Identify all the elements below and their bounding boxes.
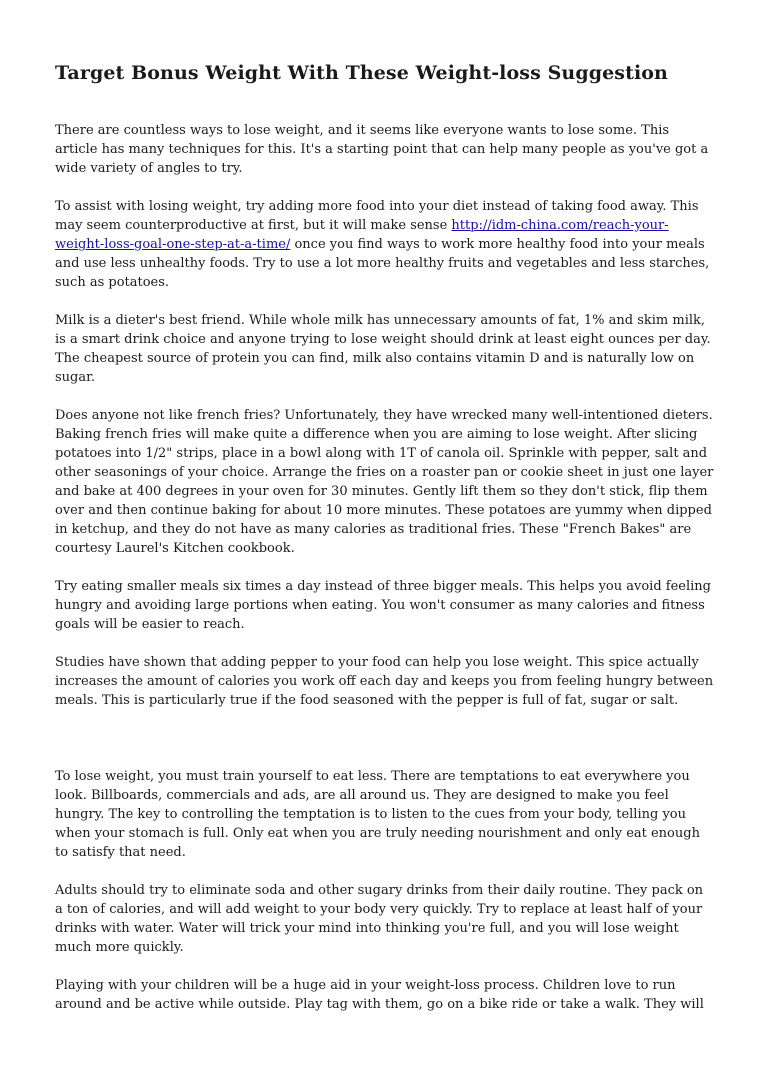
document-title: Target Bonus Weight With These Weight-loss Suggestion — [55, 62, 668, 84]
paragraph-text-after-link: once you find ways to work more healthy food into your meals and use less unhealthy foods. Try to use a lot more healthy fruits and vegetables and less starches, such as potatoes. — [55, 237, 710, 290]
paragraph-french-fries: Does anyone not like french fries? Unfortunately, they have wrecked many well-intentioned dieters. Baking french fries will make quite a difference when you are aiming to lose weight. After slicing potatoes into 1/2" strips, place in a bowl along with 1T of canola oil. Sprinkle with pepper, salt and other seasonings of your choice. Arrange the fries on a roaster pan or cookie sheet in just one layer and bake at 400 degrees in your oven for 30 minutes. Gently lift them so they don't stick, flip them over and then continue baking for about 10 more minutes. These potatoes are yummy when dipped in ketchup, and they do not have as many calories as traditional fries. These "French Bakes" are courtesy Laurel's Kitchen cookbook. — [55, 408, 714, 556]
paragraph-smaller-meals: Try eating smaller meals six times a day instead of three bigger meals. This helps you avoid feeling hungry and avoiding large portions when eating. You won't consumer as many calories and fitness goals will be easier to reach. — [55, 579, 712, 632]
paragraph-intro: There are countless ways to lose weight, and it seems like everyone wants to lose some. This article has many techniques for this. It's a starting point that can help many people as you've got a wide variety of angles to try. — [55, 123, 709, 176]
paragraph-eat-less: To lose weight, you must train yourself to eat less. There are temptations to eat everywhere you look. Billboards, commercials and ads, are all around us. They are designed to make you feel hungry. The key to controlling the temptation is to listen to the cues from your body, telling you when your stomach is full. Only eat when you are truly needing nourishment and only eat enough to satisfy that need. — [55, 769, 700, 860]
paragraph-children: Playing with your children will be a huge aid in your weight-loss process. Children love to run around and be active while outside. Play tag with them, go on a bike ride or take a walk. They will — [55, 978, 704, 1012]
paragraph-milk: Milk is a dieter's best friend. While whole milk has unnecessary amounts of fat, 1% and skim milk, is a smart drink choice and anyone trying to lose weight should drink at least eight ounces per day. The cheapest source of protein you can find, milk also contains vitamin D and is naturally low on sugar. — [55, 313, 711, 385]
article-link[interactable]: http://idm-china.com/reach-your-weight-loss-goal-one-step-at-a-time/ — [55, 218, 669, 252]
paragraph-more-food — [55, 197, 714, 292]
paragraph-pepper: Studies have shown that adding pepper to your food can help you lose weight. This spice actually increases the amount of calories you work off each day and keeps you from feeling hungry between meals. This is particularly true if the food seasoned with the pepper is full of fat, sugar or salt. — [55, 655, 714, 708]
paragraph-soda: Adults should try to eliminate soda and other sugary drinks from their daily routine. They pack on a ton of calories, and will add weight to your body very quickly. Try to replace at least half of your drinks with water. Water will trick your mind into thinking you're full, and you will lose weight much more quickly. — [55, 883, 704, 955]
paragraph-text-before-link: To assist with losing weight, try adding more food into your diet instead of taking food away. This may seem counterproductive at first, but it will make sense — [55, 199, 699, 233]
